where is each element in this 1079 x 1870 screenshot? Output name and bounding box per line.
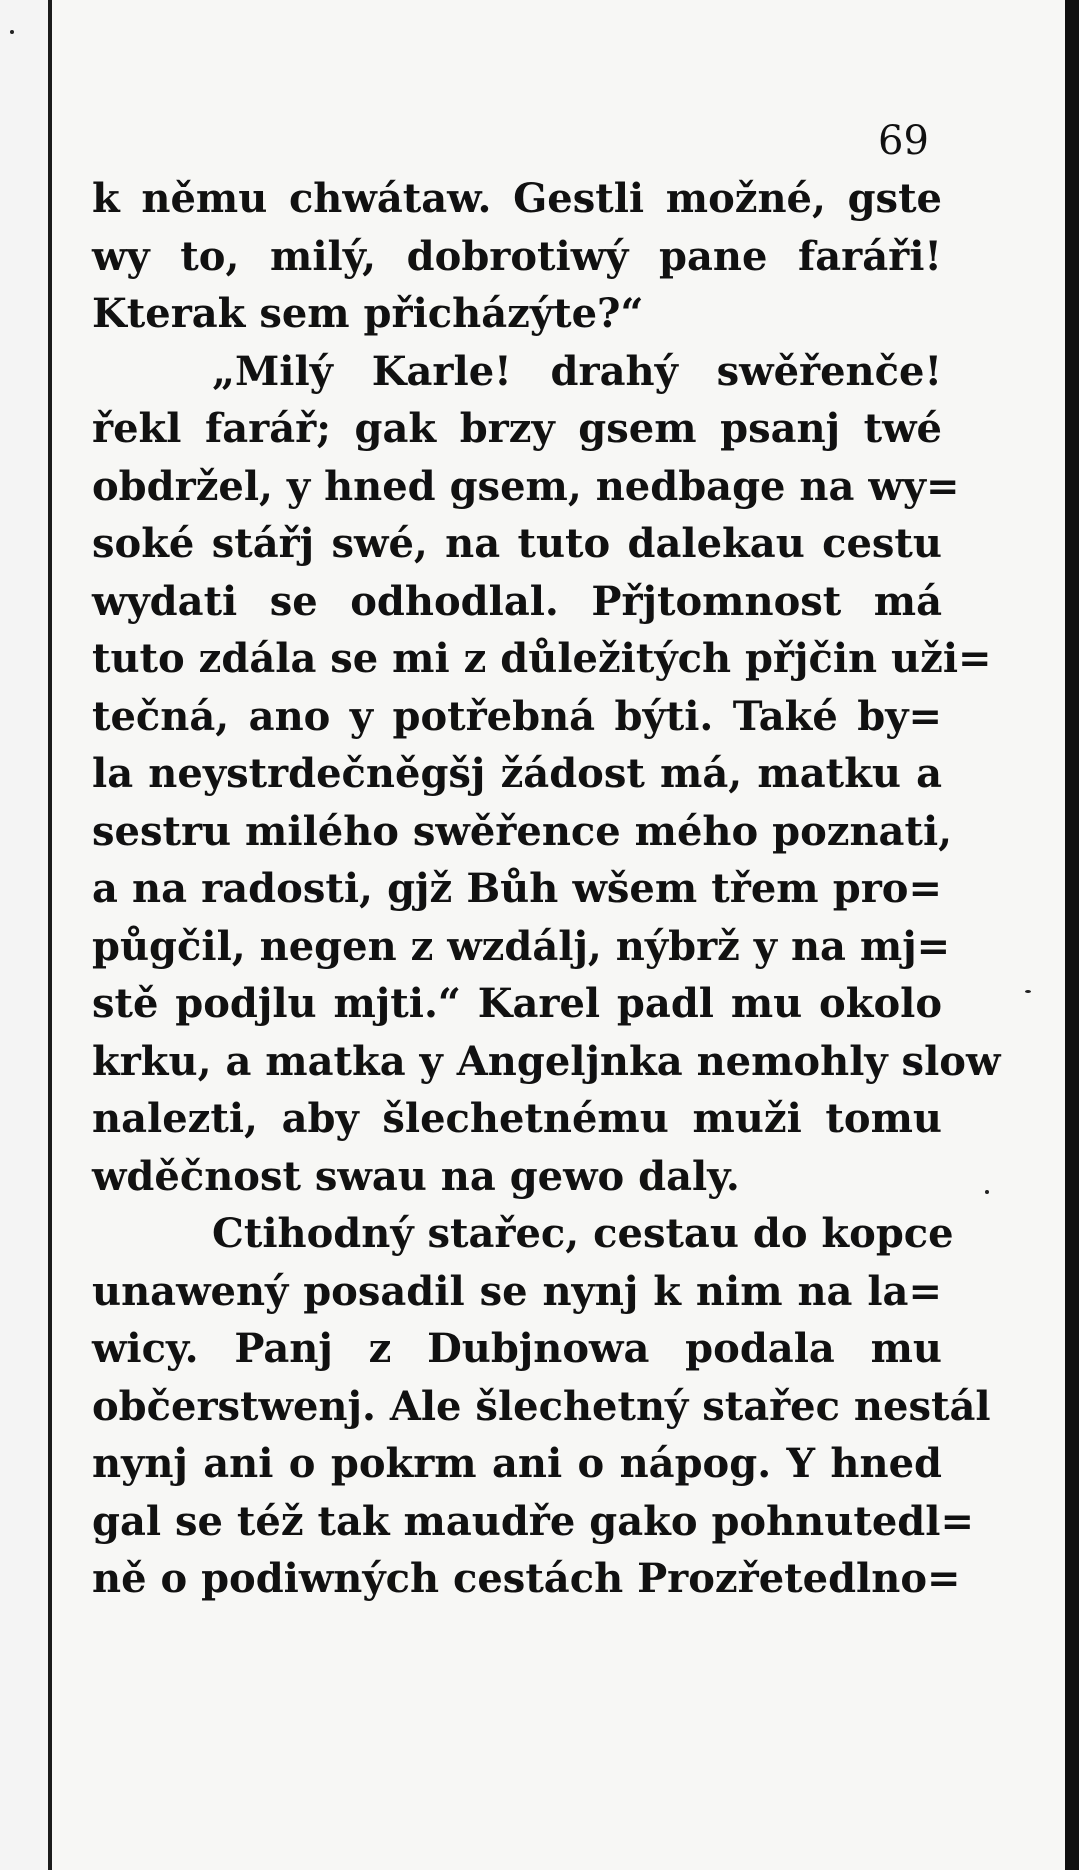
text-line: wděčnost swau na gewo daly. [92, 1152, 740, 1200]
ink-speck [985, 1190, 989, 1194]
text-line: řekl farář; gak brzy gsem psanj twé [92, 405, 942, 452]
text-line: wy to, milý, dobrotiwý pane faráři! [92, 232, 942, 280]
scan-border [1065, 0, 1079, 1870]
ink-speck [10, 30, 14, 34]
text-line: wydati se odhodlal. Přjtomnost má [92, 577, 942, 625]
text-line: Ctihodný stařec, cestau do kopce [212, 1210, 954, 1257]
text-line: sestru milého swěřence mého poznati, [92, 807, 953, 855]
text-line: nynj ani o pokrm ani o nápog. Y hned [92, 1440, 942, 1487]
text-line: soké stářj swé, na tuto dalekau cestu [92, 520, 942, 567]
text-line: ně o podiwných cestách Prozřetedlno= [92, 1555, 961, 1602]
text-line: unawený posadil se nynj k nim na la= [92, 1267, 942, 1315]
page-number: 69 [878, 118, 929, 164]
facing-page-edge [0, 0, 52, 1870]
text-line: obdržel, y hned gsem, nedbage na wy= [92, 462, 960, 510]
text-line: stě podjlu mjti.“ Karel padl mu okolo [92, 980, 942, 1027]
text-line: půgčil, negen z wzdálj, nýbrž y na mj= [92, 922, 951, 970]
text-line: a na radosti, gjž Bůh wšem třem pro= [92, 865, 942, 912]
text-line: „Milý Karle! drahý swěřenče! [212, 347, 942, 395]
text-line: tečná, ano y potřebná býti. Také by= [92, 692, 942, 740]
text-line: tuto zdála se mi z důležitých přjčin uži= [92, 635, 992, 682]
text-line: wicy. Panj z Dubjnowa podala mu [92, 1325, 942, 1372]
text-line: k němu chwátaw. Gestli možné, gste [92, 175, 942, 222]
ink-speck [1025, 990, 1031, 993]
text-line: krku, a matka y Angeljnka nemohly slow [92, 1037, 1001, 1085]
text-line: la neystrdečněgšj žádost má, matku a [92, 750, 942, 797]
text-line: Kterak sem přicházýte?“ [92, 290, 644, 337]
text-line: gal se též tak maudře gako pohnutedl= [92, 1497, 974, 1545]
text-line: občerstwenj. Ale šlechetný stařec nestál [92, 1382, 991, 1430]
text-line: nalezti, aby šlechetnému muži tomu [92, 1095, 942, 1142]
page-body-text [92, 170, 1001, 1608]
